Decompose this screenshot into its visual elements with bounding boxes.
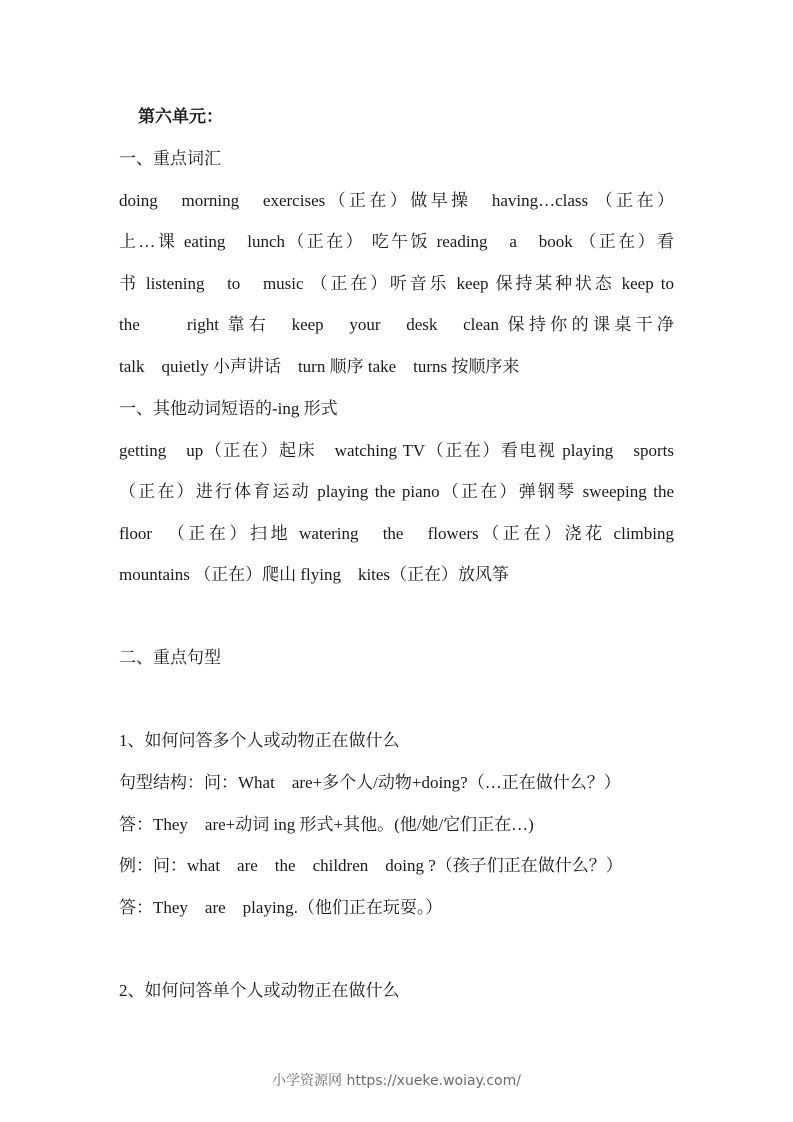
pattern-heading-singular: 2、如何问答单个人或动物正在做什么 — [119, 981, 400, 1000]
section-heading-sentence-patterns: 二、重点句型 — [119, 648, 221, 667]
vocabulary-line: 上…课 eating lunch（正在） 吃午饭 reading a book （正在）看 — [119, 232, 674, 251]
vocabulary-line: the right 靠右 keep your desk clean 保持你的课桌干净 — [119, 315, 674, 334]
footer-watermark: 小学资源网 https://xueke.woiay.com/ — [272, 1073, 521, 1089]
ing-form-line: （正在）进行体育运动 playing the piano（正在）弹钢琴 sweeping the — [119, 482, 674, 501]
unit-title: 第六单元： — [138, 107, 223, 127]
pattern-line: 句型结构：问：What are+多个人/动物+doing?（…正在做什么？） — [119, 773, 621, 792]
vocabulary-line: talk quietly 小声讲话 turn 顺序 take turns 按顺序来 — [119, 357, 520, 376]
pattern-heading-plural: 1、如何问答多个人或动物正在做什么 — [119, 731, 400, 750]
pattern-line: 答：They are+动词 ing 形式+其他。(他/她/它们正在…) — [119, 815, 534, 834]
ing-form-line: mountains （正在）爬山 flying kites（正在）放风筝 — [119, 565, 510, 584]
ing-form-line: floor （正在）扫地 watering the flowers（正在）浇花 climbing — [119, 524, 674, 543]
ing-form-line: getting up（正在）起床 watching TV（正在）看电视 playing sports — [119, 441, 674, 460]
section-heading-ing-forms: 一、其他动词短语的-ing 形式 — [119, 399, 338, 418]
vocabulary-line: doing morning exercises（正在）做早操 having…class （正在） — [119, 191, 674, 210]
pattern-line: 例：问：what are the children doing ?（孩子们正在做什么？） — [119, 856, 623, 875]
section-heading-vocabulary: 一、重点词汇 — [119, 149, 221, 168]
vocabulary-line: 书 listening to music （正在）听音乐 keep 保持某种状态 keep to — [119, 274, 674, 293]
pattern-line: 答：They are playing.（他们正在玩耍。） — [119, 898, 443, 917]
